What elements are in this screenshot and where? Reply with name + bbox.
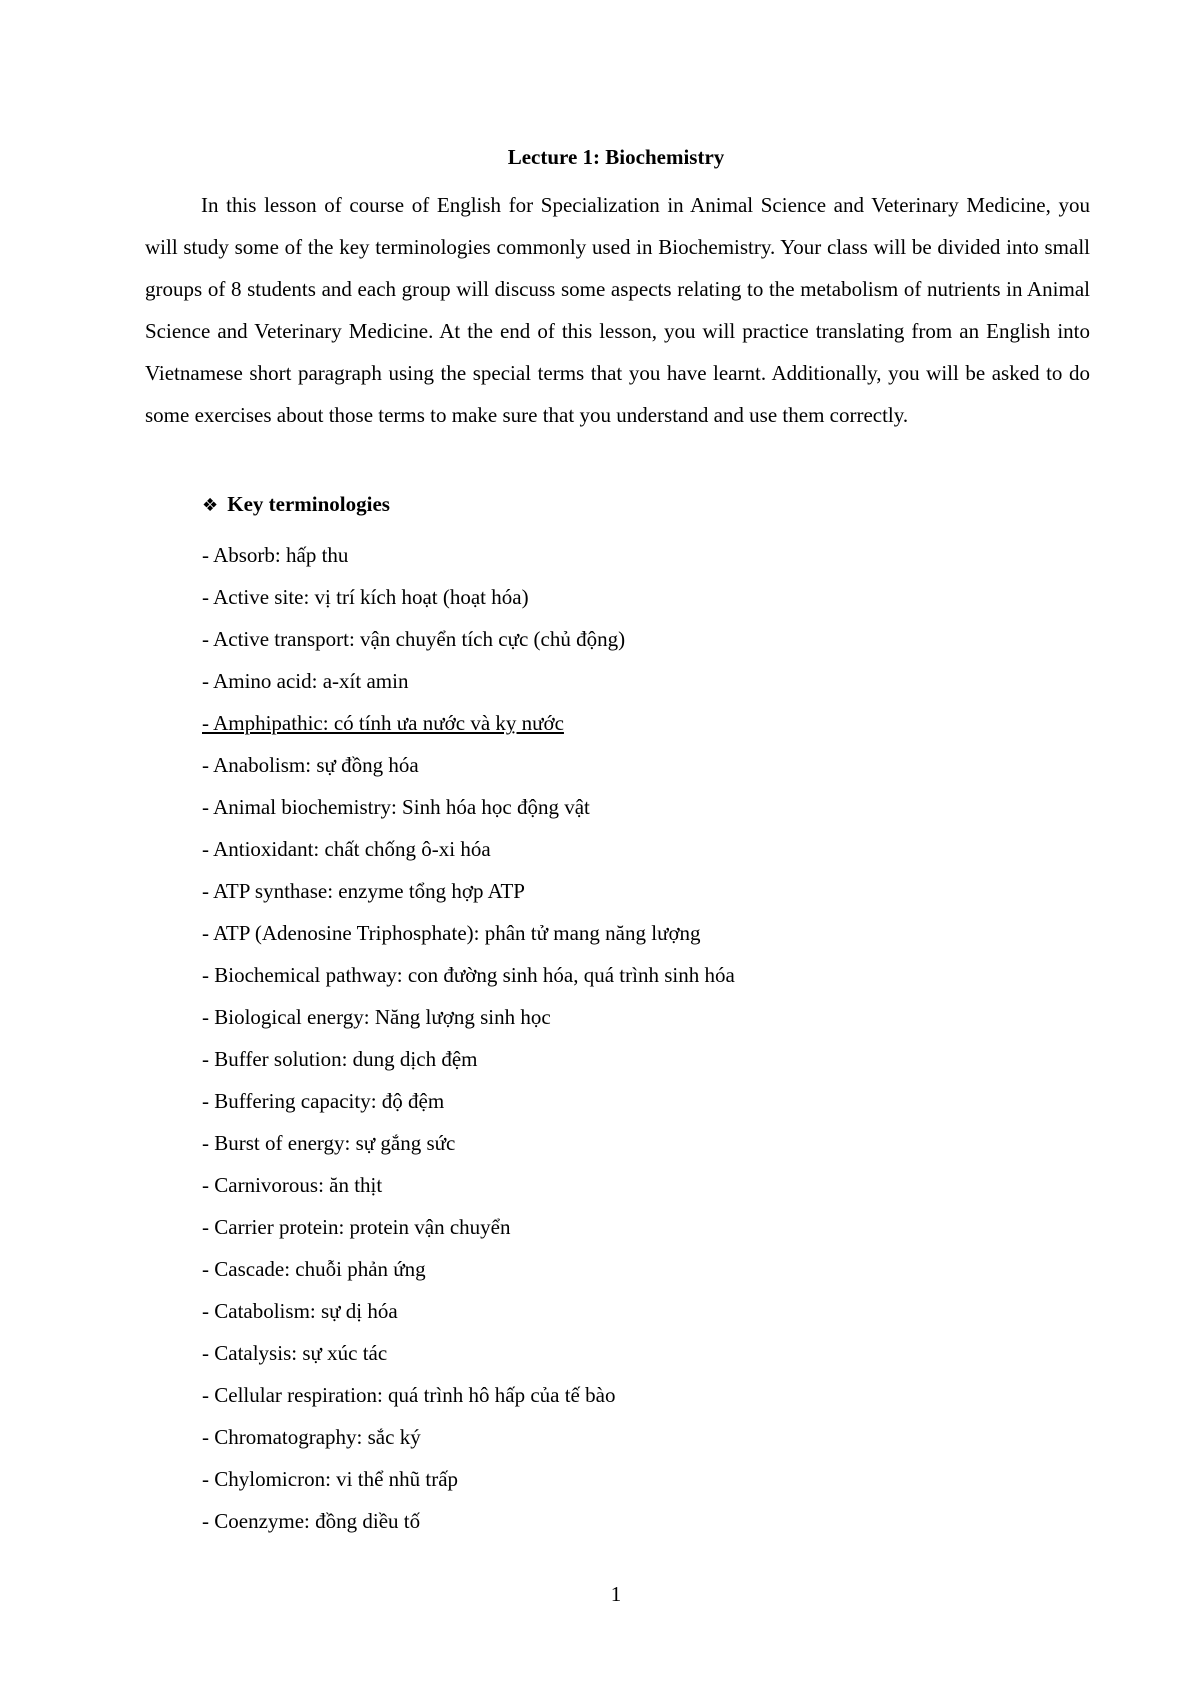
term-item: - Catalysis: sự xúc tác xyxy=(202,1341,388,1365)
page-number: 1 xyxy=(610,1582,622,1606)
section-heading-label: Key terminologies xyxy=(227,492,390,516)
term-item: - Amino acid: a-xít amin xyxy=(202,669,409,693)
term-item: - ATP synthase: enzyme tổng hợp ATP xyxy=(202,879,525,903)
term-item: - ATP (Adenosine Triphosphate): phân tử mang năng lượng xyxy=(202,921,701,945)
term-item: - Coenzyme: đồng diều tố xyxy=(202,1509,421,1533)
term-item: - Antioxidant: chất chống ô-xi hóa xyxy=(202,837,491,861)
term-item: - Active site: vị trí kích hoạt (hoạt hóa) xyxy=(202,585,529,609)
term-item: - Carnivorous: ăn thịt xyxy=(202,1173,383,1197)
section-heading xyxy=(202,490,390,520)
term-item: - Biological energy: Năng lượng sinh học xyxy=(202,1005,551,1029)
term-item: - Burst of energy: sự gắng sức xyxy=(202,1131,456,1155)
intro-paragraph: In this lesson of course of English for Specialization in Animal Science and Veterinary Medicine, you will study some of the key terminologies commonly used in Biochemistry. Your class will be divided into small groups of 8 students and each group will discuss some aspects relating to the metabolism of nutrients in Animal Science and Veterinary Medicine. At the end of this lesson, you will practice translating from an English into Vietnamese short paragraph using the special terms that you have learnt. Additionally, you will be asked to do some exercises about those terms to make sure that you understand and use them correctly. xyxy=(145,193,1090,427)
term-item: - Cascade: chuỗi phản ứng xyxy=(202,1257,426,1281)
term-item: - Animal biochemistry: Sinh hóa học động vật xyxy=(202,795,590,819)
terminology-list xyxy=(202,534,735,1542)
term-item: - Carrier protein: protein vận chuyển xyxy=(202,1215,511,1239)
term-item: - Absorb: hấp thu xyxy=(202,543,349,567)
term-item: - Active transport: vận chuyển tích cực (chủ động) xyxy=(202,627,626,651)
term-item: - Buffering capacity: độ đệm xyxy=(202,1089,445,1113)
term-item: - Catabolism: sự dị hóa xyxy=(202,1299,398,1323)
term-item: - Cellular respiration: quá trình hô hấp của tế bào xyxy=(202,1383,616,1407)
term-item: - Anabolism: sự đồng hóa xyxy=(202,753,419,777)
term-item: - Biochemical pathway: con đường sinh hóa, quá trình sinh hóa xyxy=(202,963,735,987)
lecture-title: Lecture 1: Biochemistry xyxy=(507,145,725,169)
term-item: - Buffer solution: dung dịch đệm xyxy=(202,1047,478,1071)
diamond-bullet-icon: ❖ xyxy=(202,495,219,516)
term-item: - Chylomicron: vi thể nhũ trấp xyxy=(202,1467,459,1491)
term-item-underlined: - Amphipathic: có tính ưa nước và kỵ nước xyxy=(202,711,564,735)
term-item: - Chromatography: sắc ký xyxy=(202,1425,421,1449)
